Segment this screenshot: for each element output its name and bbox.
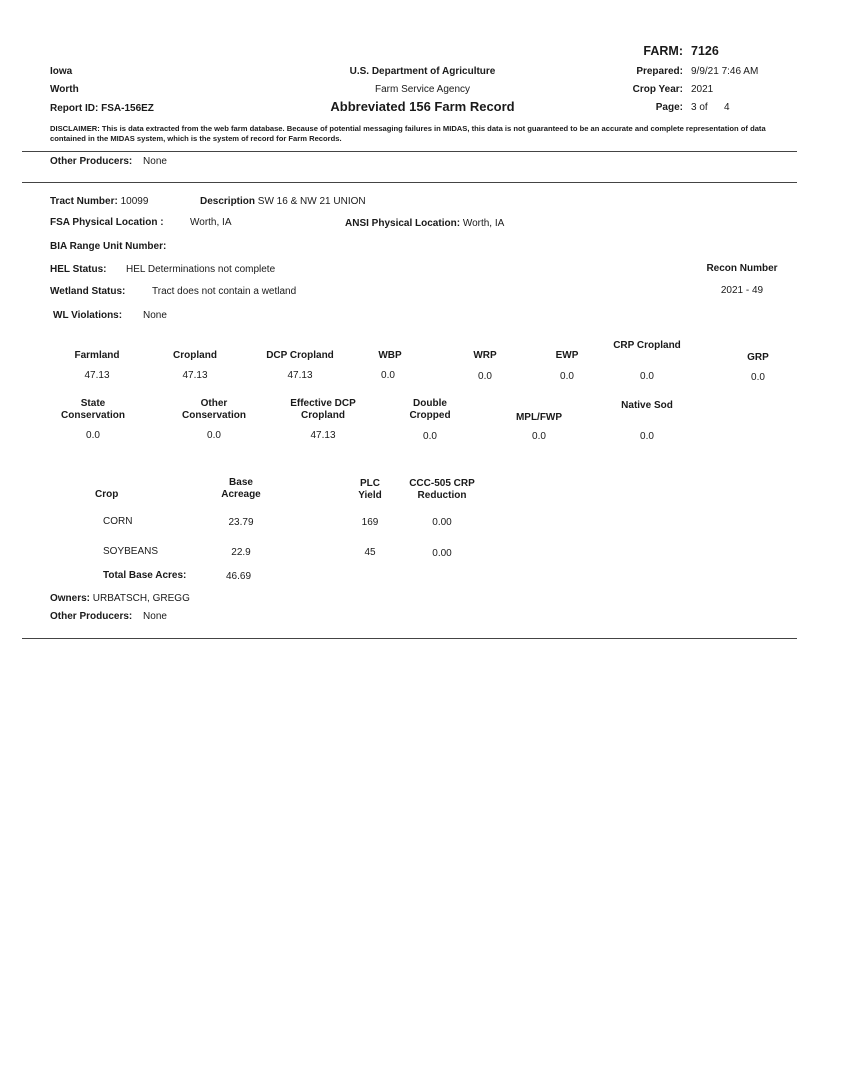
tract-number-value: 10099: [120, 196, 149, 207]
mpl-fwp-header: MPL/FWP: [515, 412, 563, 423]
base-acreage-value: 23.79: [228, 517, 254, 528]
cropland-header: Cropland: [173, 350, 217, 361]
owners-value: URBATSCH, GREGG: [92, 593, 190, 604]
disclaimer-label: DISCLAIMER:: [50, 124, 100, 133]
crop-year-label: Crop Year:: [632, 84, 683, 95]
crop-column-header: Crop: [95, 489, 119, 500]
state-conservation-value: 0.0: [86, 430, 100, 441]
crop-name: CORN: [103, 516, 133, 527]
owners: [50, 593, 190, 604]
wrp-header: WRP: [473, 350, 497, 361]
page-value: 3 of: [691, 102, 708, 113]
plc-yield-value: 169: [361, 517, 379, 528]
report-id: [50, 103, 154, 114]
native-sod-value: 0.0: [640, 431, 654, 442]
county-name: Worth: [50, 84, 79, 95]
fsa-location-value: Worth, IA: [190, 217, 232, 228]
crp-reduction-value: 0.00: [432, 548, 452, 559]
native-sod-header: Native Sod: [621, 400, 673, 411]
wetland-status-value: Tract does not contain a wetland: [152, 286, 297, 297]
tract-number-label: Tract Number:: [50, 196, 118, 207]
tract-description-label: Description: [200, 196, 256, 207]
wbp-value: 0.0: [381, 370, 395, 381]
state-conservation-header: State Conservation: [61, 398, 125, 421]
page-title: Abbreviated 156 Farm Record: [330, 99, 515, 114]
farmland-value: 47.13: [84, 370, 110, 381]
farm-other-producers-label: Other Producers:: [50, 156, 133, 167]
tract-number: [50, 196, 148, 207]
ansi-location: [345, 218, 504, 229]
base-acreage-value: 22.9: [231, 547, 251, 558]
plc-yield-value: 45: [364, 547, 376, 558]
cropland-value: 47.13: [182, 370, 208, 381]
report-id-label: Report ID:: [50, 103, 99, 114]
dcp-cropland-value: 47.13: [287, 370, 313, 381]
fsa-location-label: FSA Physical Location :: [50, 217, 164, 228]
crp-reduction-value: 0.00: [432, 517, 452, 528]
dcp-cropland-header: DCP Cropland: [266, 350, 334, 361]
ewp-header: EWP: [555, 350, 579, 361]
farm-other-producers: [50, 156, 167, 167]
ccc-505-column-header: CCC-505 CRP Reduction: [409, 478, 475, 501]
ansi-location-value: Worth, IA: [462, 218, 505, 229]
mpl-fwp-value: 0.0: [532, 431, 546, 442]
divider: [22, 182, 797, 183]
wl-violations-value: None: [143, 310, 167, 321]
base-acreage-column-header: Base Acreage: [221, 477, 261, 500]
crp-cropland-value: 0.0: [640, 371, 654, 382]
page-label: Page:: [655, 102, 683, 113]
prepared-label: Prepared:: [636, 66, 683, 77]
tract-description-value: SW 16 & NW 21 UNION: [257, 196, 366, 207]
divider: [22, 638, 797, 639]
farm-label: FARM:: [643, 44, 683, 58]
ansi-location-label: ANSI Physical Location:: [345, 218, 461, 229]
bia-range-label: BIA Range Unit Number:: [50, 241, 167, 252]
divider: [22, 151, 797, 152]
plc-yield-column-header: PLC Yield: [358, 478, 382, 501]
total-base-acres-label: Total Base Acres:: [103, 570, 187, 581]
wbp-header: WBP: [378, 350, 402, 361]
tract-other-producers: [50, 611, 167, 622]
wrp-value: 0.0: [478, 371, 492, 382]
double-cropped-value: 0.0: [423, 431, 437, 442]
tract-other-producers-label: Other Producers:: [50, 611, 133, 622]
farm-other-producers-value: None: [143, 156, 167, 167]
disclaimer: [50, 124, 800, 144]
farmland-header: Farmland: [74, 350, 120, 361]
double-cropped-header: Double Cropped: [409, 398, 451, 421]
crop-year-value: 2021: [691, 84, 714, 95]
disclaimer-text: This is data extracted from the web farm database. Because of potential messaging failures in MIDAS, this data is not guaranteed to be an accurate and complete representation of data contained in the MIDAS system, which is the system of record for Farm Records.: [50, 124, 766, 143]
page-total: 4: [724, 102, 730, 113]
effective-dcp-cropland-header: Effective DCP Cropland: [290, 398, 356, 421]
prepared-value: 9/9/21 7:46 AM: [691, 66, 759, 77]
crp-cropland-header: CRP Cropland: [613, 340, 681, 351]
total-base-acres-value: 46.69: [226, 571, 252, 582]
owners-label: Owners:: [50, 593, 91, 604]
ewp-value: 0.0: [560, 371, 574, 382]
agency-name: Farm Service Agency: [374, 84, 471, 95]
hel-status-value: HEL Determinations not complete: [126, 264, 276, 275]
state-name: Iowa: [50, 66, 73, 77]
effective-dcp-cropland-value: 47.13: [310, 430, 336, 441]
other-conservation-value: 0.0: [207, 430, 221, 441]
farm-number: 7126: [691, 44, 719, 58]
recon-number-value: 2021 - 49: [720, 285, 764, 296]
other-conservation-header: Other Conservation: [182, 398, 246, 421]
recon-number-label: Recon Number: [706, 263, 778, 274]
grp-value: 0.0: [751, 372, 765, 383]
wl-violations-label: WL Violations:: [53, 310, 123, 321]
hel-status-label: HEL Status:: [50, 264, 107, 275]
crop-name: SOYBEANS: [103, 546, 159, 557]
report-id-value: FSA-156EZ: [101, 103, 154, 114]
department-name: U.S. Department of Agriculture: [349, 66, 496, 77]
tract-other-producers-value: None: [143, 611, 167, 622]
tract-description: [200, 196, 366, 207]
wetland-status-label: Wetland Status:: [50, 286, 126, 297]
grp-header: GRP: [747, 352, 769, 363]
